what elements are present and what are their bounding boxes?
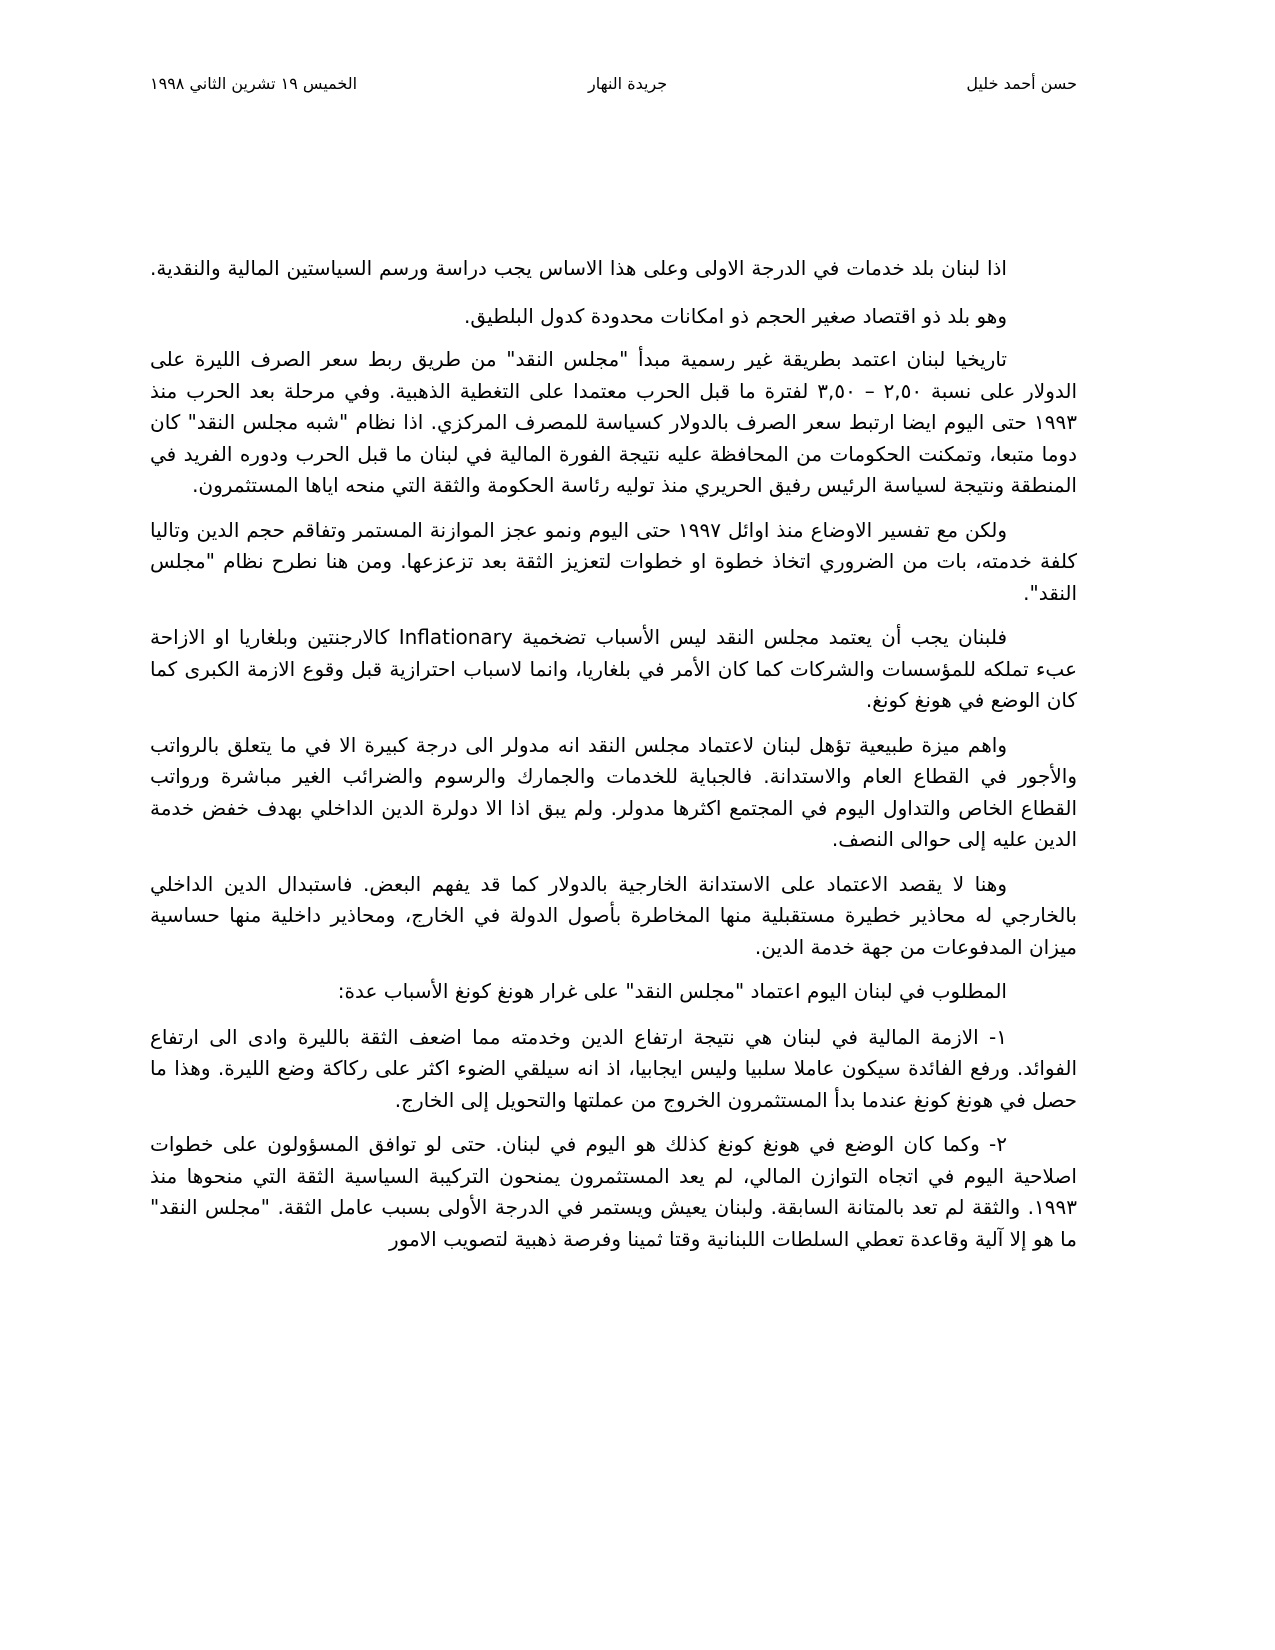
author-name: حسن أحمد خليل: [966, 74, 1077, 93]
paragraph-intro: اذا لبنان بلد خدمات في الدرجة الاولى وعلى هذا الاساس يجب دراسة ورسم السياستين المالية والنقدية. وهو بلد ذو اقتصاد صغير الحجم ذو امكانات محدودة كدول البلطيق.: [150, 256, 1007, 328]
paragraph-history: تاريخيا لبنان اعتمد بطريقة غير رسمية مبدأ "مجلس النقد" من طريق ربط سعر الصرف الليرة على الدولار على نسبة ٢,٥٠ – ٣,٥٠ لفترة ما قبل الحرب معتمدا على التغطية الذهبية. وفي مرحلة بعد الحرب منذ ١٩٩٣ حتى اليوم ايضا ارتبط سعر الصرف بالدولار كسياسة للمصرف المركزي. اذا نظام "شبه مجلس النقد" كان دوما متبعا، وتمكنت الحكومات من المحافظة عليه نتيجة الفورة المالية في لبنان ما قبل الحرب ودوره الفريد في المنطقة ونتيجة لسياسة الرئيس رفيق الحريري منذ توليه رئاسة الحكومة والثقة التي منحه اياها المستثمرون.: [150, 347, 1078, 497]
paragraph-reasons: فلبنان يجب أن يعتمد مجلس النقد ليس الأسباب تضخمية Inflationary كالارجنتين وبلغاريا او الازاحة عبء تملكه للمؤسسات والشركات كما كان الأمر في بلغاريا، وانما لاسباب احترازية قبل وقوع الازمة الكبرى كما كان الوضع في هونغ كونغ.: [150, 625, 1077, 712]
paragraph-point-2: ٢- وكما كان الوضع في هونغ كونغ كذلك هو اليوم في لبنان. حتى لو توافق المسؤولون على خطوات اصلاحية اليوم في اتجاه التوازن المالي، لم يعد المستثمرون يمنحون التركيبة السياسية الثقة التي منحوها منذ ١٩٩٣. والثقة لم تعد بالمتانة السابقة. ولبنان يعيش ويستمر في الدرجة الأولى بسبب عامل الثقة. "مجلس النقد" ما هو إلا آلية وقاعدة تعطي السلطات اللبنانية وقتا ثمينا وفرصة ذهبية لتصويب الامور: [150, 1132, 1077, 1251]
article-body: [150, 244, 1077, 1268]
paragraph-dollarization: واهم ميزة طبيعية تؤهل لبنان لاعتماد مجلس النقد انه مدولر الى درجة كبيرة الا في ما يتعلق بالرواتب والأجور في القطاع العام والاستدانة. فالجباية للخدمات والجمارك والرسوم والضرائب الغير مباشرة ورواتب القطاع الخاص والتداول اليوم في المجتمع اكثرها مدولر. ولم يبق اذا الا دولرة الدين الداخلي بهدف خفض خدمة الدين عليه إلى حوالى النصف.: [150, 732, 1077, 851]
paragraph-situation: ولكن مع تفسير الاوضاع منذ اوائل ١٩٩٧ حتى اليوم ونمو عجز الموازنة المستمر وتفاقم حجم الدين وتاليا كلفة خدمته، بات من الضروري اتخاذ خطوة او خطوات لتعزيز الثقة بعد تزعزعها. ومن هنا نطرح نظام "مجلس النقد".: [150, 517, 1077, 605]
newspaper-name: جريدة النهار: [588, 74, 668, 93]
page-header: [0, 74, 1275, 104]
paragraph-external-debt: وهنا لا يقصد الاعتماد على الاستدانة الخارجية بالدولار كما قد يفهم البعض. فاستبدال الدين الداخلي بالخارجي له محاذير خطيرة مستقبلية منها المخاطرة بأصول الدولة في الخارج، ومحاذير داخلية منها حساسية ميزان المدفوعات من جهة خدمة الدين.: [150, 871, 1077, 959]
paragraph-point-1: ١- الازمة المالية في لبنان هي نتيجة ارتفاع الدين وخدمته مما اضعف الثقة بالليرة وادى الى ارتفاع الفوائد. ورفع الفائدة سيكون عاملا سلبيا وليس ايجابيا، اذ انه سيلقي الضوء اكثر على ركاكة وضع الليرة. وهذا ما حصل في هونغ كونغ عندما بدأ المستثمرون الخروج من عملتها والتحويل إلى الخارج.: [150, 1024, 1077, 1112]
publication-date: الخميس ١٩ تشرين الثاني ١٩٩٨: [150, 74, 358, 93]
paragraph-requirements-heading: المطلوب في لبنان اليوم اعتماد "مجلس النقد" على غرار هونغ كونغ الأسباب عدة:: [337, 979, 1007, 1003]
